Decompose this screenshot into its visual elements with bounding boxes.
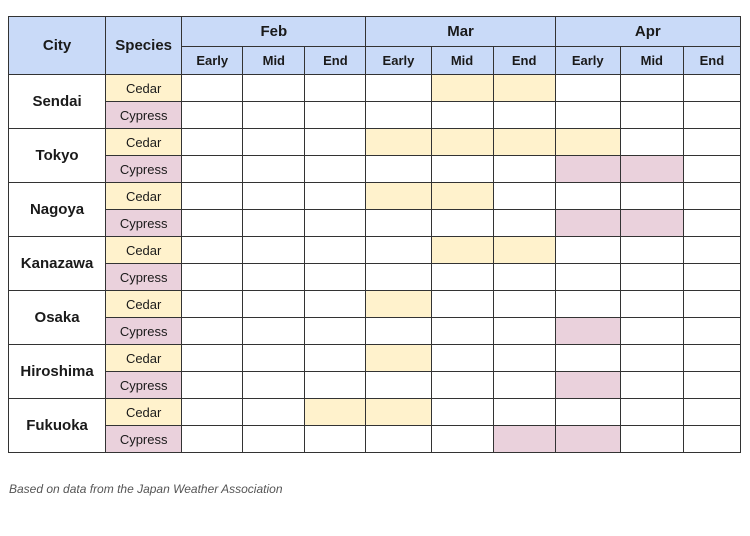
pollen-period-cell xyxy=(431,237,493,264)
period-cell xyxy=(243,399,305,426)
city-name: Tokyo xyxy=(9,129,106,183)
pollen-period-cell xyxy=(366,183,431,210)
pollen-period-cell xyxy=(493,237,555,264)
period-cell xyxy=(683,210,740,237)
pollen-period-cell xyxy=(555,129,620,156)
city-name: Nagoya xyxy=(9,183,106,237)
period-cell xyxy=(683,345,740,372)
period-cell xyxy=(493,345,555,372)
period-cell xyxy=(683,426,740,453)
table-row xyxy=(9,75,741,102)
period-cell xyxy=(620,237,683,264)
period-cell xyxy=(620,318,683,345)
header-city: City xyxy=(9,17,106,75)
period-cell xyxy=(305,426,366,453)
period-cell xyxy=(431,156,493,183)
phase-header: Early xyxy=(555,47,620,75)
period-cell xyxy=(366,237,431,264)
period-cell xyxy=(243,318,305,345)
period-cell xyxy=(493,156,555,183)
period-cell xyxy=(366,318,431,345)
period-cell xyxy=(555,345,620,372)
period-cell xyxy=(182,156,243,183)
pollen-period-cell xyxy=(555,318,620,345)
pollen-period-cell xyxy=(366,291,431,318)
period-cell xyxy=(555,183,620,210)
period-cell xyxy=(555,237,620,264)
phase-header: End xyxy=(683,47,740,75)
period-cell xyxy=(305,210,366,237)
period-cell xyxy=(620,372,683,399)
period-cell xyxy=(182,318,243,345)
pollen-period-cell xyxy=(431,75,493,102)
table-row xyxy=(9,318,741,345)
species-cypress: Cypress xyxy=(106,156,182,183)
period-cell xyxy=(683,264,740,291)
period-cell xyxy=(431,372,493,399)
period-cell xyxy=(620,345,683,372)
pollen-period-cell xyxy=(366,129,431,156)
period-cell xyxy=(243,129,305,156)
period-cell xyxy=(431,264,493,291)
period-cell xyxy=(182,183,243,210)
period-cell xyxy=(366,75,431,102)
period-cell xyxy=(305,129,366,156)
period-cell xyxy=(555,291,620,318)
species-cedar: Cedar xyxy=(106,399,182,426)
species-cedar: Cedar xyxy=(106,291,182,318)
period-cell xyxy=(431,102,493,129)
period-cell xyxy=(243,372,305,399)
table-row xyxy=(9,156,741,183)
period-cell xyxy=(243,156,305,183)
pollen-period-cell xyxy=(493,75,555,102)
period-cell xyxy=(243,102,305,129)
month-header-feb: Feb xyxy=(182,17,366,47)
period-cell xyxy=(683,372,740,399)
pollen-period-cell xyxy=(431,183,493,210)
period-cell xyxy=(305,372,366,399)
period-cell xyxy=(182,345,243,372)
period-cell xyxy=(431,291,493,318)
table-row xyxy=(9,372,741,399)
period-cell xyxy=(243,75,305,102)
header-species: Species xyxy=(106,17,182,75)
period-cell xyxy=(243,210,305,237)
period-cell xyxy=(493,102,555,129)
month-header-mar: Mar xyxy=(366,17,555,47)
pollen-period-cell xyxy=(620,210,683,237)
period-cell xyxy=(493,210,555,237)
phase-header: End xyxy=(493,47,555,75)
table-row xyxy=(9,399,741,426)
pollen-period-cell xyxy=(493,426,555,453)
period-cell xyxy=(493,264,555,291)
period-cell xyxy=(555,264,620,291)
period-cell xyxy=(366,372,431,399)
table-body xyxy=(9,75,741,453)
species-cedar: Cedar xyxy=(106,345,182,372)
phase-header: Mid xyxy=(431,47,493,75)
period-cell xyxy=(305,183,366,210)
period-cell xyxy=(620,399,683,426)
period-cell xyxy=(243,291,305,318)
period-cell xyxy=(620,102,683,129)
period-cell xyxy=(683,291,740,318)
period-cell xyxy=(305,237,366,264)
period-cell xyxy=(305,345,366,372)
period-cell xyxy=(620,291,683,318)
table-row xyxy=(9,102,741,129)
table-header xyxy=(9,17,741,75)
period-cell xyxy=(683,102,740,129)
city-name: Fukuoka xyxy=(9,399,106,453)
period-cell xyxy=(493,318,555,345)
period-cell xyxy=(555,75,620,102)
period-cell xyxy=(683,75,740,102)
species-cedar: Cedar xyxy=(106,75,182,102)
city-name: Hiroshima xyxy=(9,345,106,399)
period-cell xyxy=(431,426,493,453)
month-header-apr: Apr xyxy=(555,17,740,47)
period-cell xyxy=(431,399,493,426)
city-name: Sendai xyxy=(9,75,106,129)
pollen-period-cell xyxy=(305,399,366,426)
pollen-period-cell xyxy=(555,372,620,399)
period-cell xyxy=(366,102,431,129)
period-cell xyxy=(182,75,243,102)
period-cell xyxy=(305,291,366,318)
table-row xyxy=(9,210,741,237)
species-cypress: Cypress xyxy=(106,210,182,237)
period-cell xyxy=(243,345,305,372)
pollen-period-cell xyxy=(555,156,620,183)
pollen-period-cell xyxy=(366,399,431,426)
period-cell xyxy=(620,426,683,453)
period-cell xyxy=(243,237,305,264)
phase-header: End xyxy=(305,47,366,75)
period-cell xyxy=(620,183,683,210)
footnote: Based on data from the Japan Weather Association xyxy=(9,482,283,496)
period-cell xyxy=(182,372,243,399)
period-cell xyxy=(366,426,431,453)
period-cell xyxy=(683,129,740,156)
period-cell xyxy=(182,426,243,453)
table-row xyxy=(9,426,741,453)
period-cell xyxy=(683,237,740,264)
species-cypress: Cypress xyxy=(106,426,182,453)
species-cypress: Cypress xyxy=(106,102,182,129)
table-row xyxy=(9,291,741,318)
period-cell xyxy=(366,210,431,237)
period-cell xyxy=(620,75,683,102)
period-cell xyxy=(366,264,431,291)
species-cypress: Cypress xyxy=(106,264,182,291)
period-cell xyxy=(431,318,493,345)
phase-header: Mid xyxy=(620,47,683,75)
species-cedar: Cedar xyxy=(106,183,182,210)
period-cell xyxy=(305,156,366,183)
pollen-forecast-table xyxy=(8,16,741,453)
table-row xyxy=(9,183,741,210)
period-cell xyxy=(243,426,305,453)
table-row xyxy=(9,345,741,372)
pollen-period-cell xyxy=(431,129,493,156)
period-cell xyxy=(683,318,740,345)
period-cell xyxy=(493,372,555,399)
period-cell xyxy=(683,183,740,210)
period-cell xyxy=(683,399,740,426)
table-row xyxy=(9,264,741,291)
period-cell xyxy=(431,210,493,237)
period-cell xyxy=(182,102,243,129)
period-cell xyxy=(243,264,305,291)
period-cell xyxy=(305,264,366,291)
species-cypress: Cypress xyxy=(106,318,182,345)
period-cell xyxy=(182,264,243,291)
phase-header: Early xyxy=(182,47,243,75)
period-cell xyxy=(493,183,555,210)
period-cell xyxy=(683,156,740,183)
period-cell xyxy=(182,129,243,156)
phase-header: Early xyxy=(366,47,431,75)
period-cell xyxy=(493,291,555,318)
period-cell xyxy=(305,102,366,129)
period-cell xyxy=(620,129,683,156)
period-cell xyxy=(366,156,431,183)
city-name: Osaka xyxy=(9,291,106,345)
table-row xyxy=(9,237,741,264)
period-cell xyxy=(555,102,620,129)
phase-header: Mid xyxy=(243,47,305,75)
pollen-period-cell xyxy=(366,345,431,372)
species-cypress: Cypress xyxy=(106,372,182,399)
period-cell xyxy=(243,183,305,210)
species-cedar: Cedar xyxy=(106,237,182,264)
pollen-period-cell xyxy=(493,129,555,156)
period-cell xyxy=(305,75,366,102)
period-cell xyxy=(305,318,366,345)
period-cell xyxy=(182,291,243,318)
period-cell xyxy=(182,210,243,237)
species-cedar: Cedar xyxy=(106,129,182,156)
period-cell xyxy=(493,399,555,426)
period-cell xyxy=(431,345,493,372)
table-row xyxy=(9,129,741,156)
period-cell xyxy=(182,399,243,426)
period-cell xyxy=(620,264,683,291)
pollen-period-cell xyxy=(620,156,683,183)
pollen-period-cell xyxy=(555,426,620,453)
period-cell xyxy=(182,237,243,264)
pollen-period-cell xyxy=(555,210,620,237)
city-name: Kanazawa xyxy=(9,237,106,291)
period-cell xyxy=(555,399,620,426)
